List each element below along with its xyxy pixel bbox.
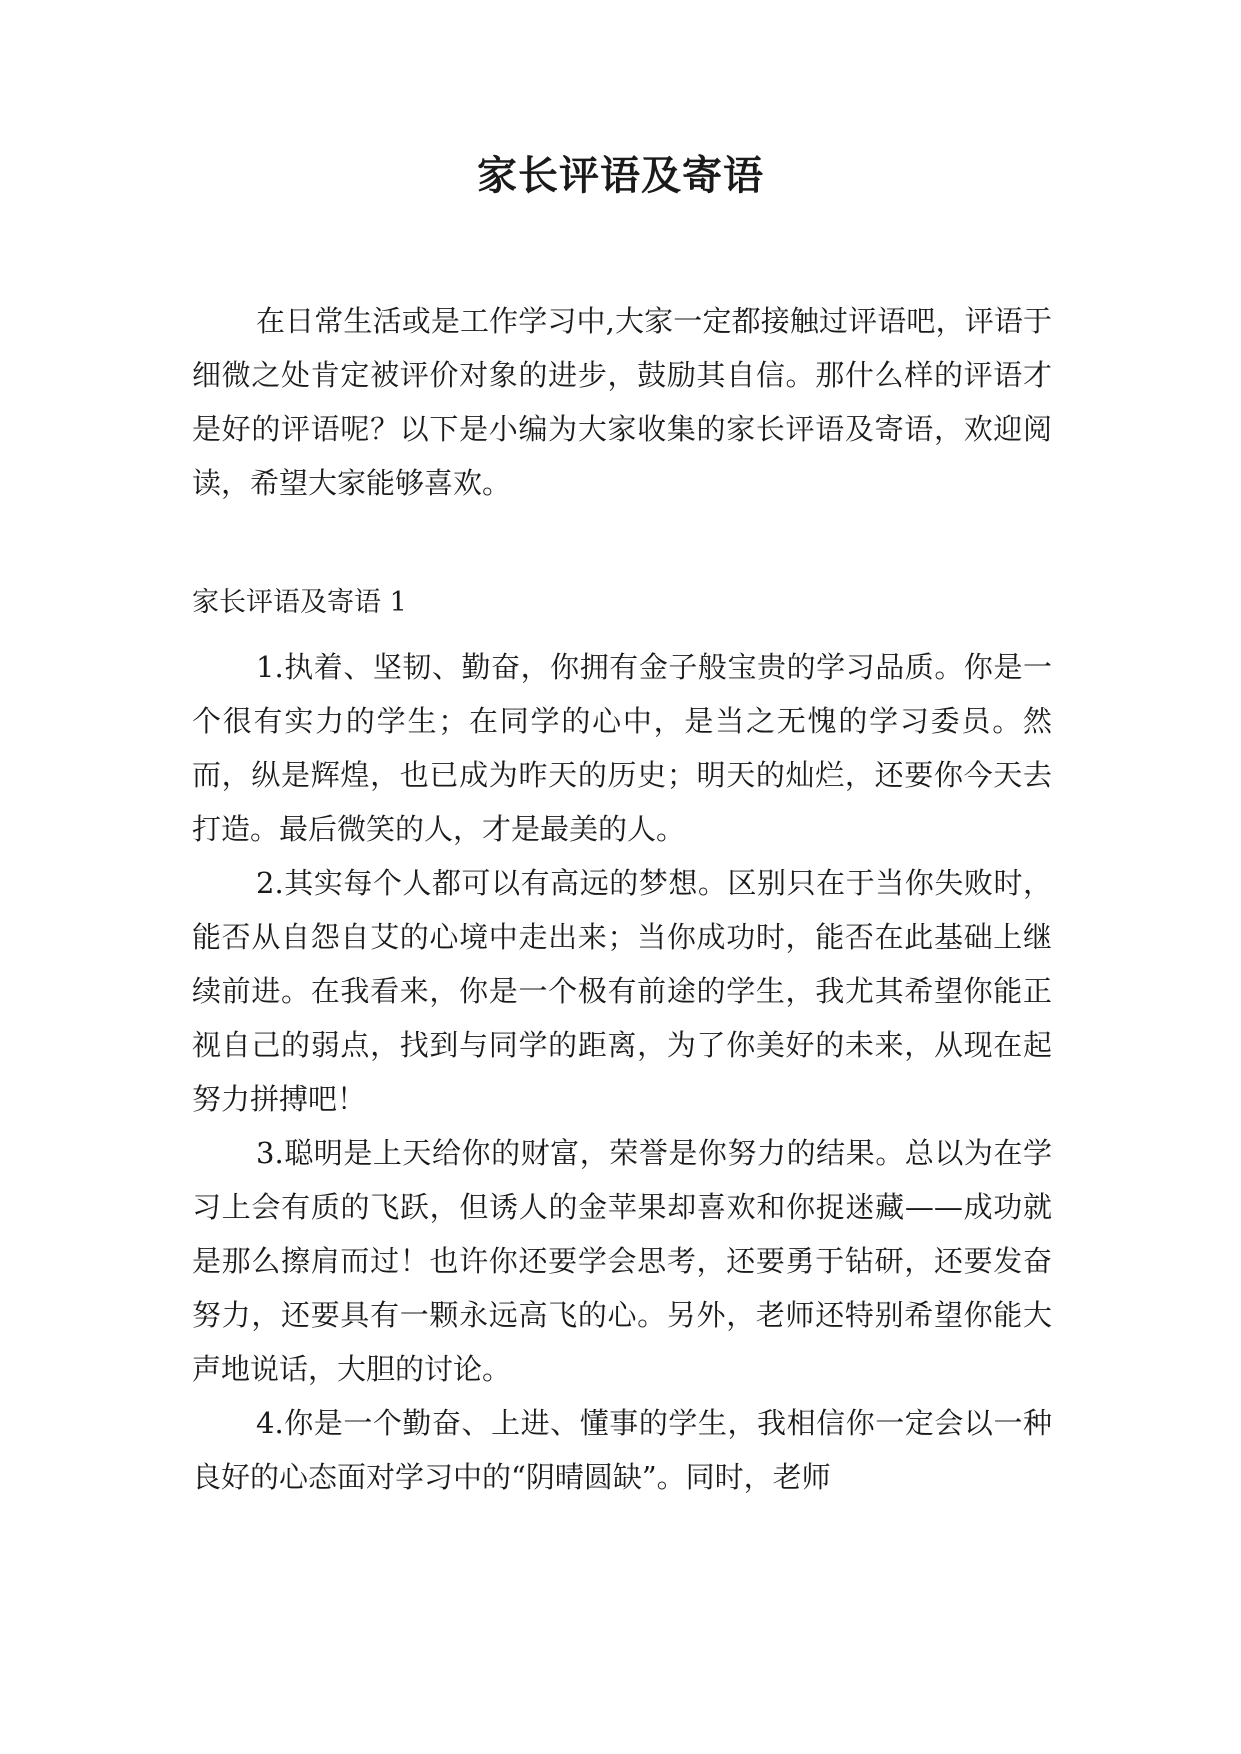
comment-item-3: 3.聪明是上天给你的财富，荣誉是你努力的结果。总以为在学习上会有质的飞跃，但诱人的金苹果却喜欢和你捉迷藏——成功就是那么擦肩而过！也许你还要学会思考，还要勇于钻研，还要发奋努力，还要具有一颗永远高飞的心。另外，老师还特别希望你能大声地说话，大胆的讨论。 (192, 1136, 1052, 1386)
intro-paragraph (192, 294, 1052, 510)
comment-list (192, 640, 1052, 1504)
comment-item-2: 2.其实每个人都可以有高远的梦想。区别只在于当你失败时，能否从自怨自艾的心境中走出来；当你成功时，能否在此基础上继续前进。在我看来，你是一个极有前途的学生，我尤其希望你能正视自己的弱点，找到与同学的距离，为了你美好的未来，从现在起努力拼搏吧！ (192, 866, 1052, 1116)
intro-text: 在日常生活或是工作学习中,大家一定都接触过评语吧，评语于细微之处肯定被评价对象的进步，鼓励其自信。那什么样的评语才是好的评语呢？以下是小编为大家收集的家长评语及寄语，欢迎阅读，希望大家能够喜欢。 (192, 304, 1052, 500)
comment-item-4: 4.你是一个勤奋、上进、懂事的学生，我相信你一定会以一种良好的心态面对学习中的“阴晴圆缺”。同时，老师 (192, 1406, 1052, 1494)
section-heading: 家长评语及寄语 1 (192, 587, 407, 618)
document-title: 家长评语及寄语 (477, 152, 764, 199)
comment-item-1: 1.执着、坚韧、勤奋，你拥有金子般宝贵的学习品质。你是一个很有实力的学生；在同学的心中，是当之无愧的学习委员。然而，纵是辉煌，也已成为昨天的历史；明天的灿烂，还要你今天去打造。最后微笑的人，才是最美的人。 (192, 650, 1052, 846)
